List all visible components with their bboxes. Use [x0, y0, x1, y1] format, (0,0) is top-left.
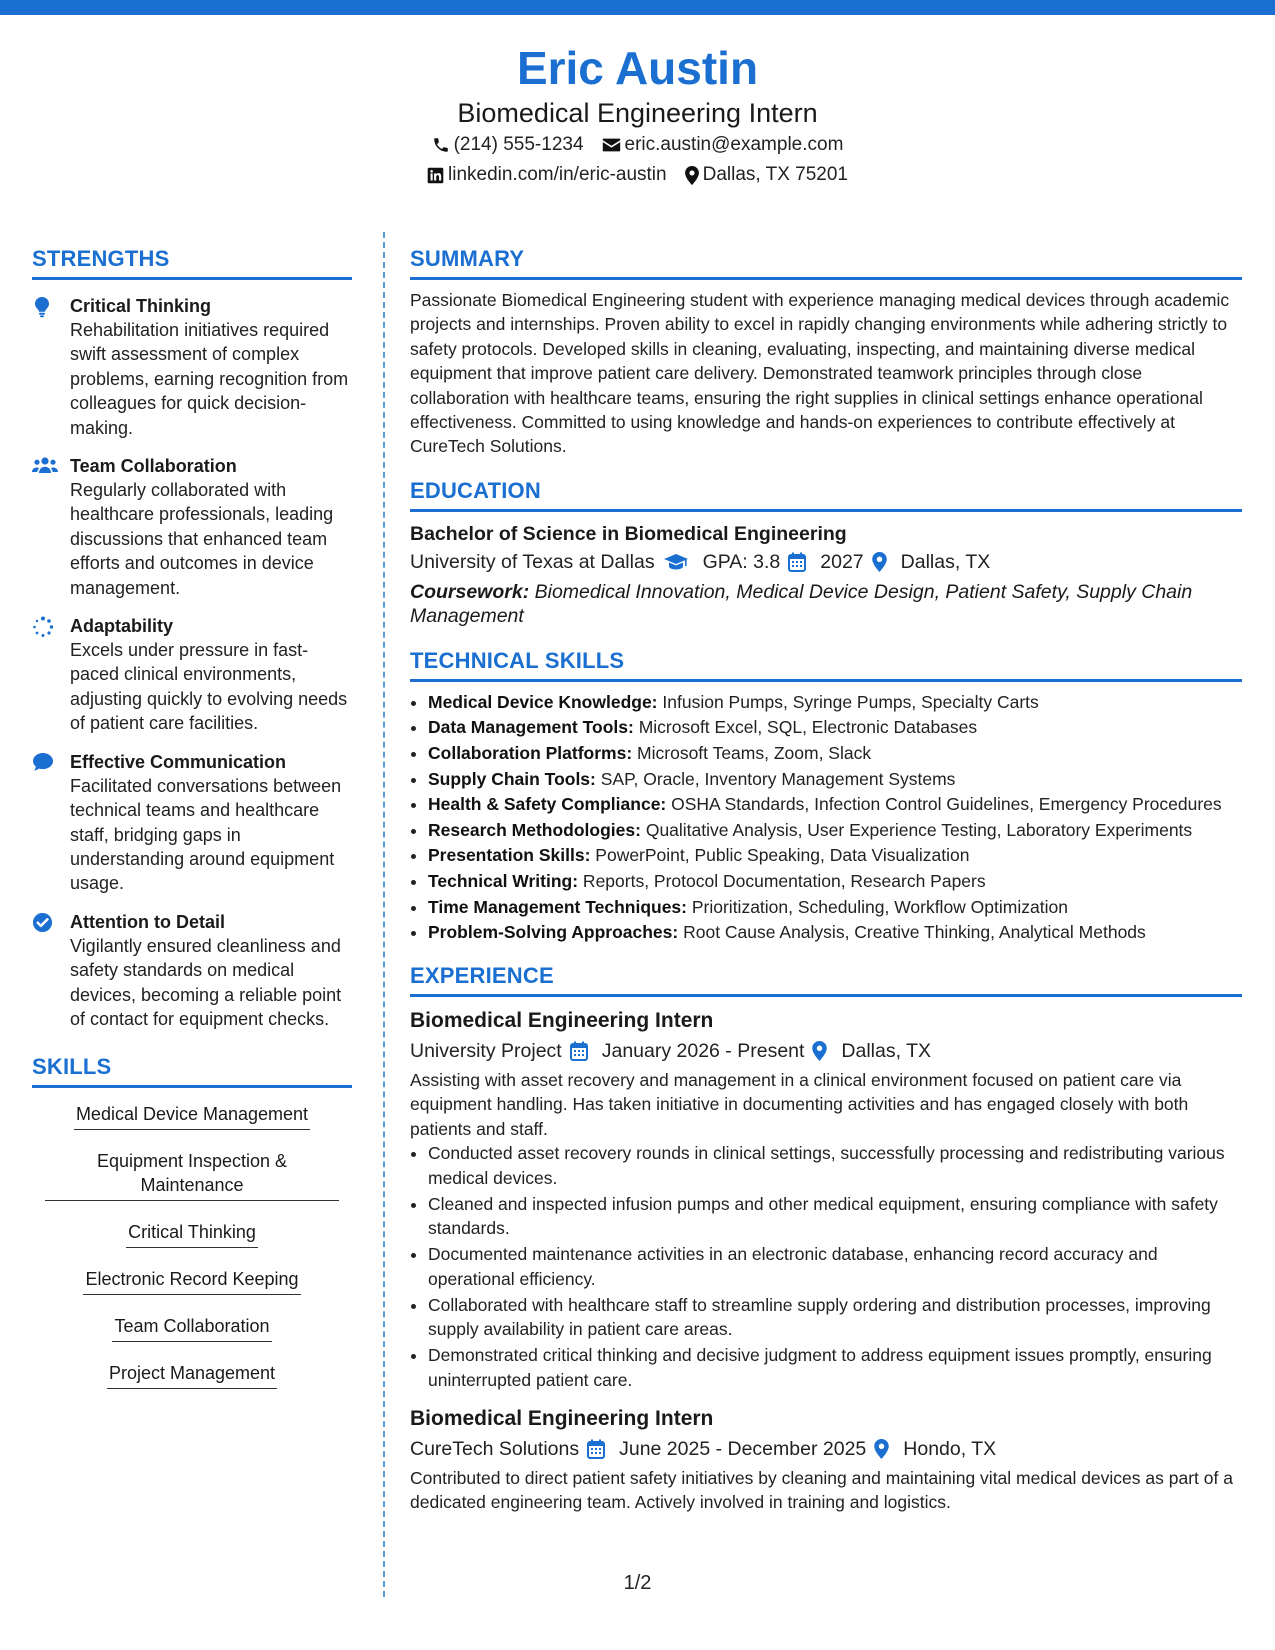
- speech-bubble-icon: [32, 752, 54, 772]
- skills-heading: SKILLS: [32, 1053, 352, 1088]
- list-item: [428, 895, 1242, 921]
- calendar-icon: [788, 552, 806, 572]
- column-divider: [383, 232, 385, 1597]
- skill-category: Data Management Tools:: [428, 717, 634, 738]
- phone-contact[interactable]: [432, 130, 584, 160]
- skill-values: Infusion Pumps, Syringe Pumps, Specialty Carts: [657, 691, 1039, 712]
- list-item: • Conducted asset recovery rounds in clinical settings, successfully processing and redistributing various medical devices.: [428, 1141, 1242, 1190]
- contact-row-1: [0, 130, 1275, 160]
- right-column: [410, 245, 1242, 1515]
- skill-values: Qualitative Analysis, User Experience Testing, Laboratory Experiments: [640, 819, 1193, 840]
- phone-icon: [432, 136, 450, 154]
- linkedin-contact[interactable]: [427, 160, 667, 190]
- top-accent-bar: [0, 0, 1275, 15]
- strength-item: [32, 294, 352, 440]
- location-text: Dallas, TX 75201: [702, 164, 848, 185]
- strength-description: Facilitated conversations between technical teams and healthcare staff, bridging gaps in understanding around equipment usage.: [70, 775, 342, 894]
- education-heading: EDUCATION: [410, 477, 1242, 512]
- page-number: 1/2: [623, 1572, 652, 1594]
- gpa-value: GPA: 3.8: [702, 550, 781, 573]
- strength-item: [32, 454, 352, 600]
- skill-tag: Medical Device Management: [74, 1102, 310, 1130]
- skill-values: SAP, Oracle, Inventory Management Systems: [595, 768, 956, 789]
- skill-values: Reports, Protocol Documentation, Research Papers: [578, 871, 986, 891]
- skill-values: Microsoft Teams, Zoom, Slack: [632, 743, 872, 764]
- skill-tag: Electronic Record Keeping: [83, 1267, 300, 1295]
- candidate-title: Biomedical Engineering Intern: [457, 98, 818, 128]
- strength-description: Regularly collaborated with healthcare professionals, leading discussions that enhanced team efforts and outcomes in device management.: [70, 480, 334, 598]
- skill-values: Microsoft Excel, SQL, Electronic Databases: [633, 717, 978, 738]
- skill-values: OSHA Standards, Infection Control Guidelines, Emergency Procedures: [666, 794, 1222, 815]
- skill-tag: Project Management: [107, 1361, 277, 1389]
- calendar-icon: [570, 1041, 588, 1061]
- skill-category: Presentation Skills:: [428, 845, 591, 866]
- contact-row-2: [0, 160, 1275, 190]
- map-pin-icon: [685, 166, 699, 185]
- list-item: [428, 741, 1242, 767]
- summary-text: Passionate Biomedical Engineering student with experience managing medical devices through academic projects and internships. Proven ability to excel in rapidly changing environments while adhering strictly to safety protocols. Developed skills in cleaning, evaluating, inspecting, and maintaining diverse medical equipment that improve patient care delivery. Demonstrated teamwork principles through close collaboration with healthcare teams, ensuring the right supplies in clinical settings enhance operational effectiveness. Committed to using knowledge and hands-on experiences to contribute effectively at CureTech Solutions.: [410, 290, 1230, 457]
- map-pin-icon: [812, 1041, 827, 1061]
- strength-title: Attention to Detail: [70, 911, 225, 932]
- linkedin-icon: [427, 167, 444, 184]
- strength-item: [32, 750, 352, 896]
- technical-skills-list: [410, 690, 1242, 946]
- job-dates: June 2025 - December 2025: [619, 1438, 867, 1460]
- location-contact: [685, 160, 848, 190]
- school-location: Dallas, TX: [900, 550, 991, 573]
- job-organization: University Project: [410, 1039, 562, 1062]
- map-pin-icon: [874, 1439, 889, 1459]
- list-item: [428, 843, 1242, 869]
- job-bullets: [410, 1141, 1242, 1392]
- job-description: Contributed to direct patient safety initiatives by cleaning and maintaining vital medical devices as part of a dedicated engineering team. Actively involved in training and logistics.: [410, 1468, 1233, 1513]
- list-item: [428, 690, 1242, 716]
- list-item: [428, 920, 1242, 946]
- degree-title: Bachelor of Science in Biomedical Engineering: [410, 522, 847, 545]
- list-item: [428, 818, 1242, 844]
- job-organization: CureTech Solutions: [410, 1438, 580, 1460]
- left-column: [32, 245, 352, 1408]
- skill-category: Problem-Solving Approaches:: [428, 922, 679, 943]
- job-description: Assisting with asset recovery and management in a clinical environment focused on patient care via equipment handling. Has taken initiative in documenting activities and has engaged closely with both patients and staff.: [410, 1069, 1189, 1139]
- school-name: University of Texas at Dallas: [410, 550, 655, 573]
- skill-values: Root Cause Analysis, Creative Thinking, Analytical Methods: [678, 922, 1146, 943]
- skill-category: Supply Chain Tools:: [428, 768, 596, 789]
- skill-category: Health & Safety Compliance:: [428, 794, 667, 815]
- skill-tag: Equipment Inspection & Maintenance: [45, 1149, 339, 1201]
- skill-tag: Critical Thinking: [126, 1220, 258, 1248]
- summary-heading: SUMMARY: [410, 245, 1242, 280]
- list-item: [428, 792, 1242, 818]
- list-item: [428, 869, 1242, 895]
- strength-description: Vigilantly ensured cleanliness and safety standards on medical devices, becoming a reliable point of contact for equipment checks.: [70, 935, 342, 1029]
- job-meta: [410, 1036, 1242, 1066]
- list-item: • Documented maintenance activities in an electronic database, enhancing record accuracy and operational efficiency.: [428, 1242, 1242, 1291]
- strength-title: Critical Thinking: [70, 296, 212, 316]
- strength-title: Team Collaboration: [70, 456, 237, 477]
- skill-values: PowerPoint, Public Speaking, Data Visualization: [590, 845, 970, 866]
- coursework: [410, 580, 1242, 629]
- strength-description: Rehabilitation initiatives required swift assessment of complex problems, earning recognition from colleagues for quick decision-making.: [70, 320, 349, 438]
- graduation-cap-icon: [663, 553, 689, 571]
- email-contact[interactable]: [602, 130, 844, 160]
- job-entry: [410, 1404, 1242, 1515]
- strength-item: [32, 614, 352, 736]
- skills-list: [32, 1102, 352, 1408]
- skill-tag: Team Collaboration: [112, 1314, 271, 1342]
- job-location: Hondo, TX: [903, 1438, 997, 1460]
- list-item: [428, 767, 1242, 793]
- experience-heading: EXPERIENCE: [410, 962, 1242, 997]
- coursework-list: Biomedical Innovation, Medical Device Design, Patient Safety, Supply Chain Management: [410, 580, 1193, 628]
- calendar-icon: [587, 1439, 605, 1459]
- skill-category: Time Management Techniques:: [428, 896, 687, 917]
- check-circle-icon: [32, 912, 53, 933]
- job-entry: [410, 1006, 1242, 1392]
- phone-text: (214) 555-1234: [453, 134, 584, 155]
- linkedin-text: linkedin.com/in/eric-austin: [448, 164, 667, 185]
- candidate-name: Eric Austin: [516, 42, 759, 94]
- users-icon: [32, 456, 58, 474]
- graduation-year: 2027: [820, 550, 864, 573]
- job-dates: January 2026 - Present: [601, 1039, 805, 1062]
- skill-category: Research Methodologies:: [428, 819, 641, 840]
- skill-category: Technical Writing:: [428, 871, 579, 891]
- email-text: eric.austin@example.com: [624, 134, 844, 155]
- job-meta: [410, 1434, 1242, 1464]
- skill-category: Collaboration Platforms:: [428, 743, 633, 764]
- list-item: • Collaborated with healthcare staff to streamline supply ordering and distribution processes, improving supply availability in patient care areas.: [428, 1293, 1242, 1342]
- list-item: [428, 715, 1242, 741]
- technical-skills-heading: TECHNICAL SKILLS: [410, 647, 1242, 682]
- job-location: Dallas, TX: [841, 1039, 932, 1062]
- job-role: Biomedical Engineering Intern: [410, 1008, 714, 1032]
- lightbulb-icon: [32, 296, 52, 318]
- education-meta: [410, 547, 1242, 577]
- coursework-label: Coursework:: [410, 580, 530, 603]
- list-item: • Demonstrated critical thinking and decisive judgment to address equipment issues promptly, ensuring uninterrupted patient care.: [428, 1343, 1242, 1392]
- resume-header: [0, 40, 1275, 190]
- strength-title: Effective Communication: [70, 751, 287, 772]
- strength-item: [32, 910, 352, 1032]
- job-role: Biomedical Engineering Intern: [410, 1407, 714, 1430]
- map-pin-icon: [872, 552, 887, 572]
- skill-category: Medical Device Knowledge:: [428, 691, 658, 712]
- strengths-heading: STRENGTHS: [32, 245, 352, 280]
- envelope-icon: [602, 137, 621, 153]
- list-item: • Cleaned and inspected infusion pumps and other medical equipment, ensuring compliance with safety standards.: [428, 1192, 1242, 1241]
- strength-title: Adaptability: [70, 616, 174, 637]
- spinner-icon: [32, 616, 54, 638]
- strength-description: Excels under pressure in fast-paced clinical environments, adjusting quickly to evolving needs of patient care facilities.: [70, 640, 348, 734]
- skill-values: Prioritization, Scheduling, Workflow Optimization: [687, 896, 1068, 917]
